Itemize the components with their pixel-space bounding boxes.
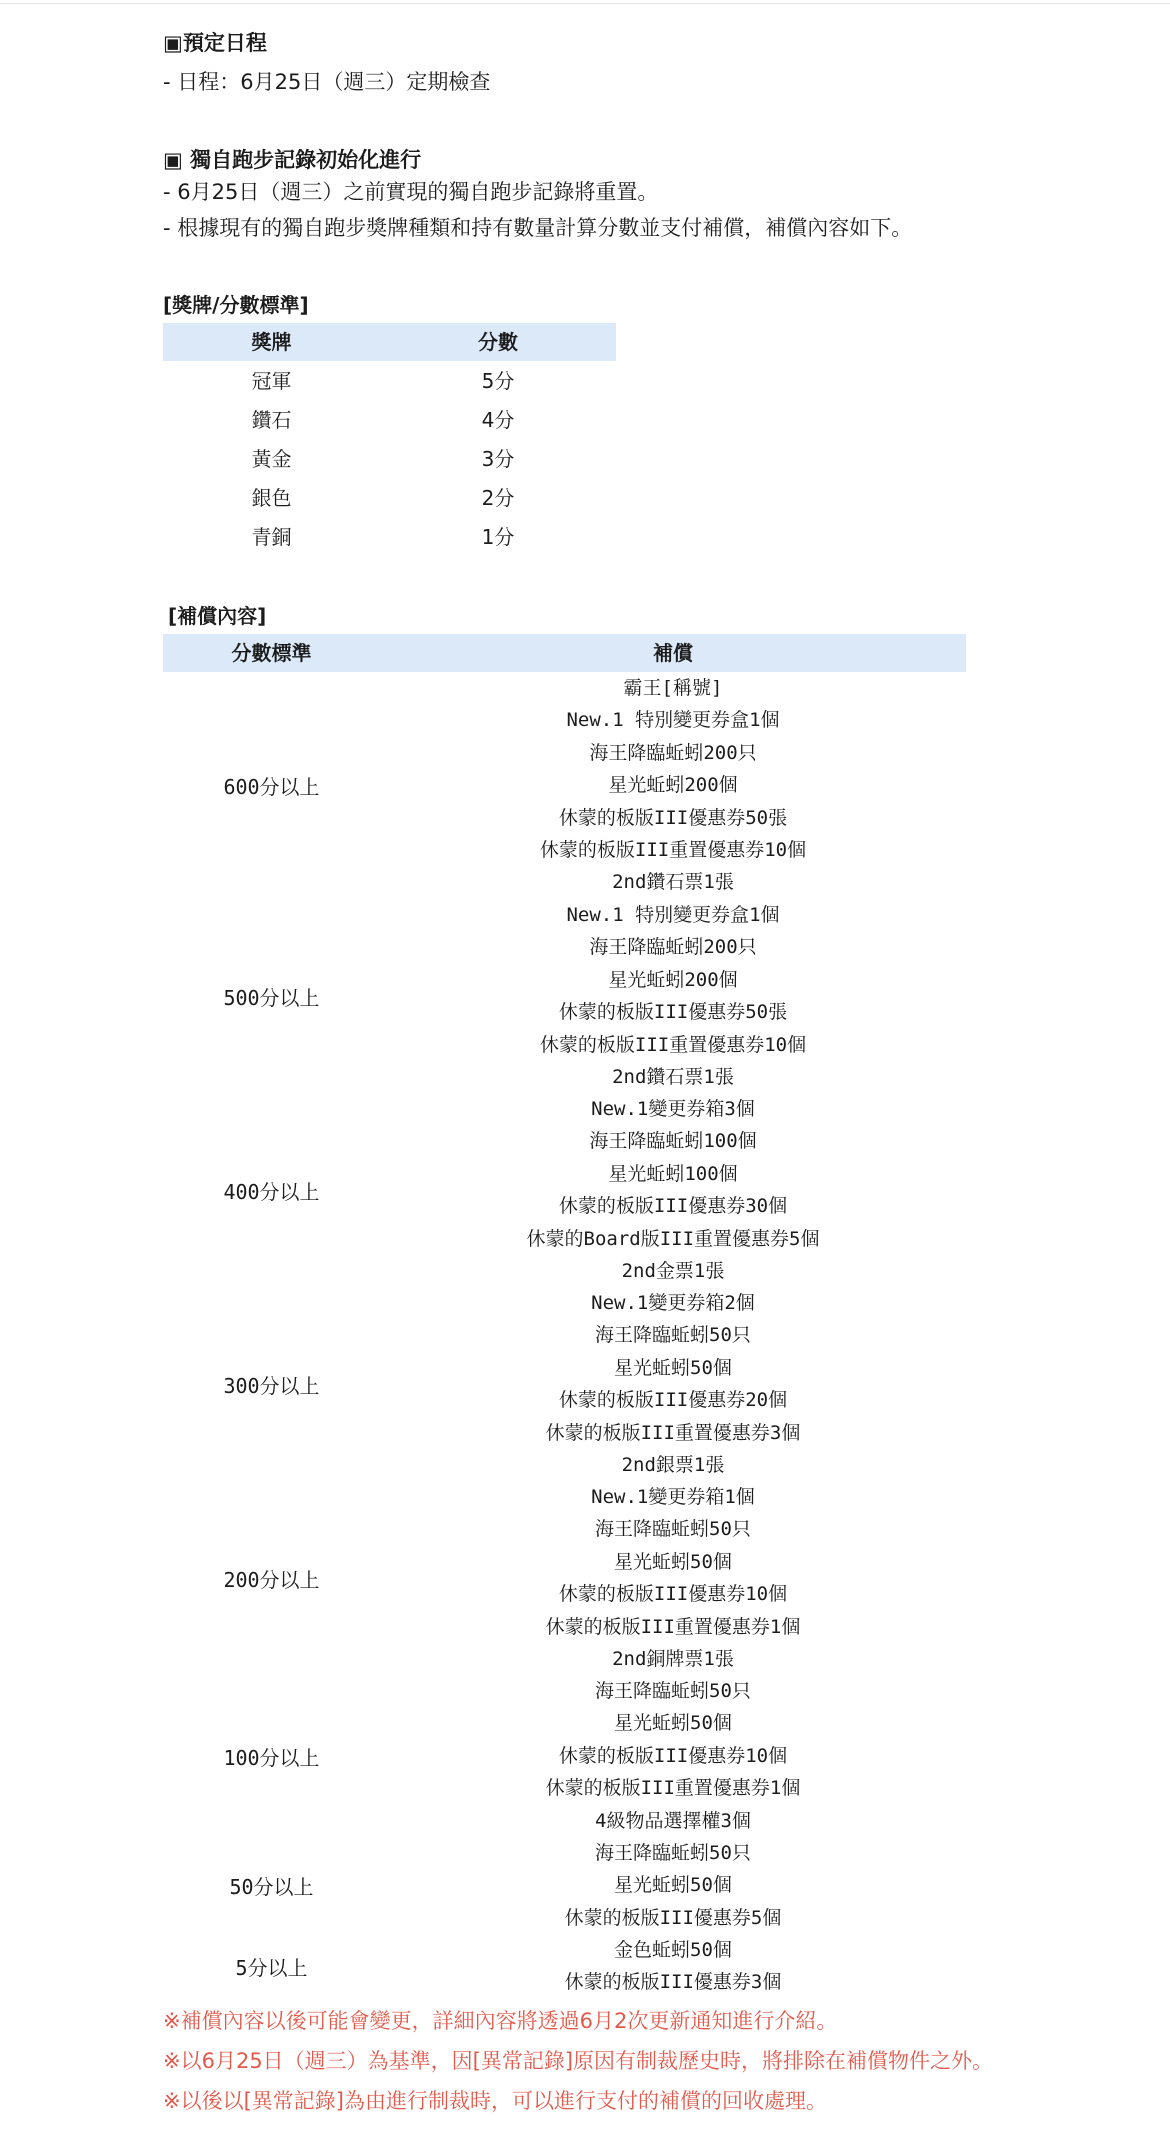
reward-item: 金色蚯蚓50個 (614, 1939, 732, 1961)
reward-header-cell: 補償 (653, 641, 693, 665)
tier-score: 50分以上 (229, 1875, 314, 1899)
reset-line-1: - 6月25日（週三）之前實現的獨自跑步記錄將重置。 (163, 180, 659, 204)
medal-cell: 銀色 (251, 486, 292, 510)
tier-reward-list (380, 672, 966, 899)
reward-item: 海王降臨蚯蚓50只 (595, 1324, 751, 1347)
reward-item: 星光蚯蚓50個 (614, 1712, 732, 1735)
reward-item: 海王降臨蚯蚓100個 (589, 1130, 757, 1153)
medal-cell: 青銅 (251, 525, 292, 549)
score-cell: 5分 (481, 369, 515, 393)
tier-score: 500分以上 (223, 985, 320, 1010)
tier-score: 100分以上 (223, 1745, 320, 1770)
tier-reward-list (380, 1837, 966, 1934)
note-1: ※補償內容以後可能會變更，詳細內容將透過6月2次更新通知進行介紹。 (163, 2009, 838, 2033)
reward-tier (163, 1093, 966, 1287)
reward-tier (163, 1287, 966, 1481)
top-divider (0, 3, 1170, 4)
reward-item: 星光蚯蚓200個 (608, 774, 738, 797)
medal-table-title: [獎牌/分數標準] (163, 293, 309, 317)
reward-tier (163, 1481, 966, 1675)
reward-item: 星光蚯蚓50個 (614, 1874, 732, 1897)
score-cell: 1分 (481, 525, 515, 549)
reset-line-2: - 根據現有的獨自跑步獎牌種類和持有數量計算分數並支付補償，補償內容如下。 (163, 216, 913, 240)
reset-heading: ▣ 獨自跑步記錄初始化進行 (163, 148, 422, 172)
tier-reward-list (380, 1481, 966, 1675)
tier-score: 200分以上 (223, 1567, 320, 1592)
reward-item: 休蒙的板版III優惠券20個 (558, 1389, 788, 1412)
reward-item: 休蒙的板版III重置優惠券1個 (545, 1615, 801, 1638)
reward-item: 海王降臨蚯蚓50只 (595, 1518, 751, 1541)
reward-tier (163, 899, 966, 1093)
reward-item: 休蒙的板版III優惠券50張 (558, 806, 788, 829)
reward-item: 星光蚯蚓50個 (614, 1356, 732, 1379)
schedule-line: - 日程：6月25日（週三）定期檢查 (163, 70, 491, 94)
reward-item: 4級物品選擇權3個 (595, 1809, 751, 1832)
score-cell: 4分 (481, 408, 515, 432)
reward-tier (163, 672, 966, 899)
reward-item: 休蒙的板版III優惠券10個 (558, 1744, 788, 1767)
tier-score: 300分以上 (223, 1373, 320, 1398)
reward-item: 星光蚯蚓100個 (608, 1162, 738, 1185)
medal-row (163, 401, 616, 440)
reward-item: 休蒙的板版III重置優惠券3個 (545, 1421, 801, 1444)
reward-item: 休蒙的板版III重置優惠券1個 (545, 1777, 801, 1800)
reward-item: 休蒙的板版III優惠券30個 (558, 1195, 788, 1218)
reward-item: 2nd銅牌票1張 (612, 1647, 734, 1670)
medal-cell: 黃金 (251, 447, 292, 471)
medal-header-cell: 獎牌 (251, 330, 292, 354)
reward-item: 休蒙的板版III優惠券5個 (564, 1906, 782, 1929)
reward-item: 休蒙的Board版III重置優惠券5個 (526, 1227, 820, 1250)
reward-item: 休蒙的板版III重置優惠券10個 (539, 838, 807, 861)
tier-reward-list (380, 1093, 966, 1287)
score-standard-header-cell: 分數標準 (231, 641, 312, 665)
reward-item: New.1 特別變更券盒1個 (566, 709, 780, 732)
tier-reward-list (380, 1934, 966, 1999)
medal-cell: 冠軍 (251, 369, 292, 393)
reward-item: New.1變更券箱1個 (591, 1486, 755, 1508)
reward-tier (163, 1934, 966, 1999)
reward-item: 海王降臨蚯蚓50只 (595, 1842, 751, 1864)
reward-item: 休蒙的板版III重置優惠券10個 (539, 1033, 807, 1056)
medal-row (163, 479, 616, 518)
reward-table-header (163, 634, 966, 672)
reward-item: 2nd鑽石票1張 (612, 871, 734, 894)
tier-score: 600分以上 (223, 775, 320, 799)
medal-cell: 鑽石 (251, 408, 292, 432)
score-header-cell: 分數 (478, 330, 518, 354)
reward-item: New.1變更券箱3個 (591, 1098, 755, 1120)
tier-reward-list (380, 1675, 966, 1837)
tier-score: 5分以上 (235, 1956, 308, 1980)
score-cell: 3分 (481, 447, 515, 471)
note-2: ※以6月25日（週三）為基準，因[異常記錄]原因有制裁歷史時，將排除在補償物件之外。 (163, 2049, 994, 2073)
tier-score: 400分以上 (223, 1179, 320, 1204)
reward-item: 星光蚯蚓200個 (608, 968, 738, 991)
reward-item: 2nd金票1張 (621, 1259, 725, 1282)
medal-table-header (163, 323, 616, 361)
tier-reward-list (380, 899, 966, 1093)
reward-item: 2nd鑽石票1張 (612, 1065, 734, 1088)
reward-item: 霸王[稱號] (623, 677, 723, 699)
medal-row (163, 362, 616, 401)
reward-item: 2nd銀票1張 (621, 1453, 725, 1476)
score-cell: 2分 (481, 486, 515, 510)
reward-item: New.1變更券箱2個 (591, 1292, 755, 1314)
reward-item: 休蒙的板版III優惠券3個 (564, 1971, 782, 1994)
medal-row (163, 440, 616, 479)
reward-item: 星光蚯蚓50個 (614, 1550, 732, 1573)
reward-item: New.1 特別變更券盒1個 (566, 904, 780, 926)
reward-item: 海王降臨蚯蚓50只 (595, 1680, 751, 1702)
reward-table-title: [補償內容] (168, 604, 267, 628)
reward-item: 休蒙的板版III優惠券10個 (558, 1583, 788, 1606)
tier-reward-list (380, 1287, 966, 1481)
reward-item: 海王降臨蚯蚓200只 (589, 936, 757, 959)
note-3: ※以後以[異常記錄]為由進行制裁時，可以進行支付的補償的回收處理。 (163, 2089, 827, 2113)
reward-tier (163, 1837, 966, 1934)
reward-item: 休蒙的板版III優惠券50張 (558, 1001, 788, 1024)
reward-tier (163, 1675, 966, 1837)
medal-row (163, 518, 616, 557)
schedule-heading: ▣預定日程 (163, 31, 267, 55)
reward-item: 海王降臨蚯蚓200只 (589, 741, 757, 764)
